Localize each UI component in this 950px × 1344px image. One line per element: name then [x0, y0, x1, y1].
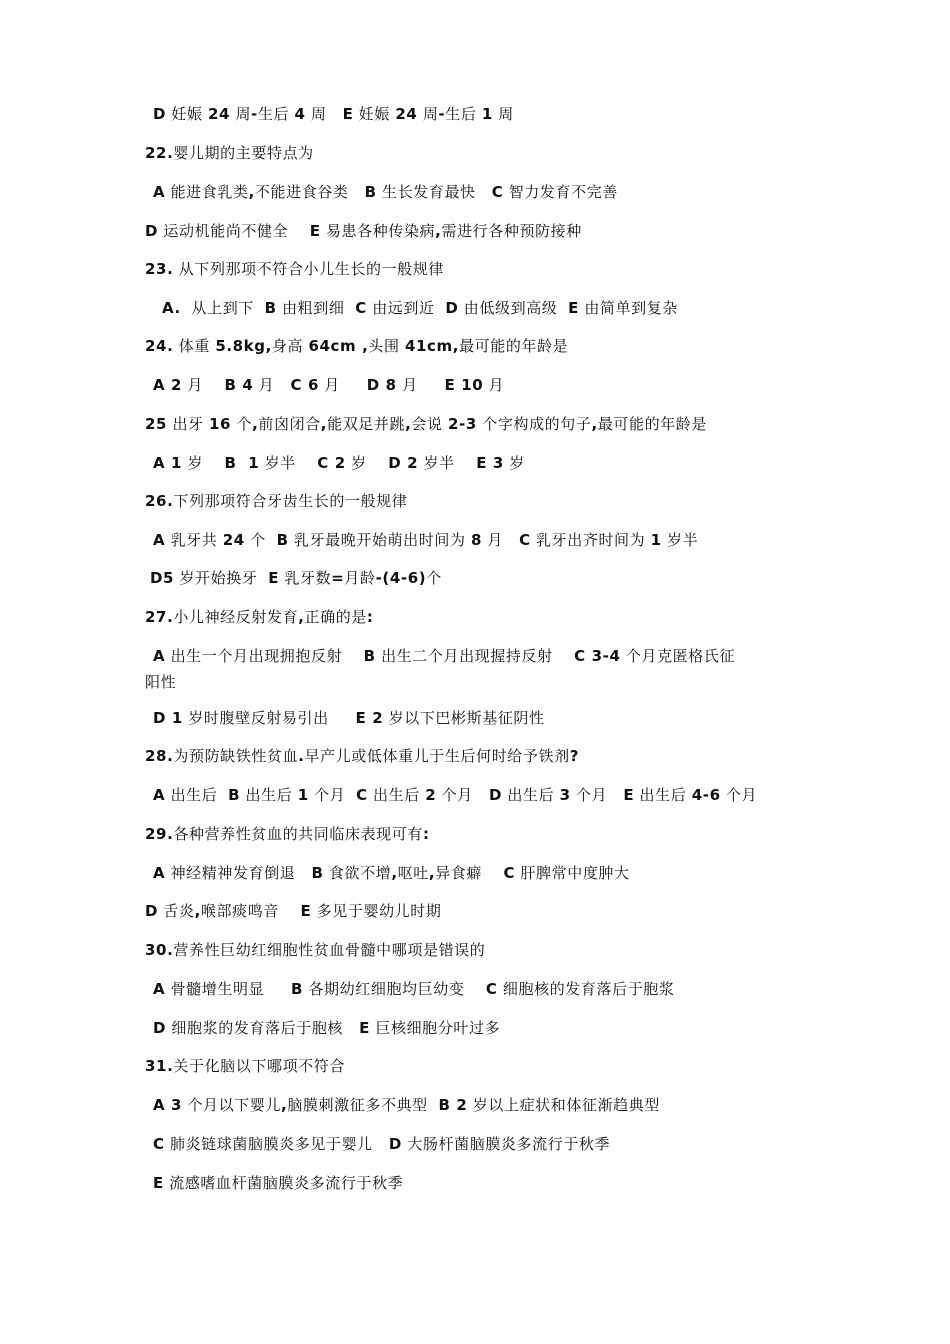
text-segment: 体重 — [173, 337, 216, 355]
text-line — [145, 672, 176, 692]
text-line — [145, 143, 314, 163]
text-segment: 妊娠 — [166, 105, 208, 123]
bold-segment: 1 — [481, 105, 493, 123]
text-segment: 岁 — [182, 454, 225, 472]
text-segment: 乳牙出齐时间为 — [530, 531, 651, 549]
bold-segment: 8 — [470, 531, 482, 549]
text-segment: 个月克匿格氏征 — [620, 647, 736, 665]
text-segment: 出生后 — [367, 786, 426, 804]
bold-segment: C — [355, 299, 367, 317]
text-segment: 骨髓增生明显 — [165, 980, 292, 998]
text-segment: 乳牙数 — [279, 569, 332, 587]
text-segment: 早产儿或低体重儿于生后何时给予铁剂 — [304, 747, 570, 765]
bold-segment: E — [359, 1019, 370, 1037]
text-segment: 巨核细胞分叶过多 — [370, 1019, 501, 1037]
bold-segment: C 6 — [290, 376, 319, 394]
text-segment: 喉部痰鸣音 — [200, 902, 301, 920]
text-line — [153, 1095, 660, 1115]
text-segment: 妊娠 — [353, 105, 396, 123]
text-line — [153, 979, 675, 999]
bold-segment: C — [153, 1135, 165, 1153]
bold-segment: , — [281, 1096, 288, 1114]
text-segment — [326, 105, 342, 123]
bold-segment: C — [519, 531, 531, 549]
text-segment: 月 — [482, 531, 520, 549]
bold-segment: A. — [162, 299, 181, 317]
text-segment: 能双足并跳 — [327, 415, 406, 433]
text-line — [145, 746, 579, 766]
text-line — [145, 414, 707, 434]
bold-segment: , — [298, 608, 305, 626]
text-segment: 为预防缺铁性贫血 — [173, 747, 299, 765]
bold-segment: C — [503, 864, 516, 882]
text-segment: 细胞浆的发育落后于胞核 — [166, 1019, 360, 1037]
bold-segment: E 10 — [444, 376, 484, 394]
bold-segment: E — [300, 902, 312, 920]
text-line — [145, 221, 582, 241]
text-segment: 营养性巨幼红细胞性贫血骨髓中哪项是错误的 — [173, 941, 486, 959]
bold-segment: - — [251, 105, 258, 123]
text-line — [153, 530, 698, 550]
bold-segment: , — [435, 222, 442, 240]
text-line — [162, 298, 678, 318]
bold-segment: D — [145, 222, 159, 240]
text-segment: 个 — [244, 531, 277, 549]
bold-segment: D 1 — [153, 709, 183, 727]
text-segment: 岁 — [503, 454, 525, 472]
text-segment: 生后 — [445, 105, 482, 123]
text-segment: 出生后 — [502, 786, 560, 804]
bold-segment: C 3-4 — [574, 647, 621, 665]
text-segment: 个月 — [570, 786, 624, 804]
bold-segment: : — [366, 608, 374, 626]
text-segment: 周 — [230, 105, 252, 123]
bold-segment: 31. — [145, 1057, 174, 1075]
text-segment: 由远到近 — [366, 299, 446, 317]
text-segment: 个 — [231, 415, 253, 433]
text-segment: 岁以下巴彬斯基征阴性 — [383, 709, 545, 727]
text-segment: 周 — [305, 105, 327, 123]
text-segment: 异食癖 — [435, 864, 504, 882]
text-line — [153, 104, 514, 124]
bold-segment: D — [153, 1019, 167, 1037]
bold-segment: 1 — [650, 531, 662, 549]
bold-segment: , — [320, 415, 328, 433]
text-segment: 需进行各种预防接种 — [441, 222, 582, 240]
bold-segment: 1 — [297, 786, 309, 804]
text-segment: 由粗到细 — [276, 299, 356, 317]
bold-segment: 25 — [145, 415, 168, 433]
bold-segment: A — [153, 531, 166, 549]
text-segment: 岁开始换牙 — [174, 569, 269, 587]
bold-segment: C — [491, 183, 504, 201]
text-segment: 头围 — [368, 337, 405, 355]
text-segment: 生后 — [257, 105, 295, 123]
text-segment: 月 — [396, 376, 445, 394]
bold-segment: 2-3 — [448, 415, 477, 433]
text-segment: 个月 — [436, 786, 489, 804]
bold-segment: 27. — [145, 608, 174, 626]
text-segment: 出生后 — [240, 786, 298, 804]
text-segment: 阳性 — [145, 673, 177, 691]
bold-segment: 29. — [145, 825, 174, 843]
text-segment: 最可能的年龄是 — [597, 415, 707, 433]
text-segment: 由简单到复杂 — [579, 299, 678, 317]
bold-segment: 24 — [208, 105, 231, 123]
bold-segment: E — [268, 569, 280, 587]
text-segment: 个月 — [720, 786, 758, 804]
bold-segment: 22. — [145, 144, 174, 162]
text-segment: 出生二个月出现握持反射 — [375, 647, 575, 665]
bold-segment: , — [428, 864, 436, 882]
bold-segment: - — [438, 105, 446, 123]
bold-segment: 24 — [395, 105, 418, 123]
bold-segment: = — [331, 569, 345, 587]
text-segment: 出牙 — [167, 415, 210, 433]
text-segment: 多见于婴幼儿时期 — [311, 902, 442, 920]
text-line — [145, 259, 444, 279]
text-segment: 舌炎 — [158, 902, 195, 920]
bold-segment: D — [388, 1135, 402, 1153]
text-line — [153, 863, 630, 883]
bold-segment: ? — [569, 747, 580, 765]
text-line — [145, 1056, 345, 1076]
text-segment: 出生一个月出现拥抱反射 — [165, 647, 364, 665]
text-segment: 婴儿期的主要特点为 — [173, 144, 314, 162]
bold-segment: 64cm , — [308, 337, 369, 355]
bold-segment: E 2 — [355, 709, 384, 727]
text-line — [153, 1134, 610, 1154]
bold-segment: A — [153, 786, 166, 804]
text-segment: 出生后 — [165, 786, 229, 804]
text-line — [153, 182, 618, 202]
text-segment: 从下列那项不符合小儿生长的一般规律 — [173, 260, 444, 278]
text-segment: 各种营养性贫血的共同临床表现可有 — [173, 825, 423, 843]
text-line — [145, 824, 430, 844]
text-segment: 个字构成的句子 — [476, 415, 592, 433]
text-segment: 下列那项符合牙齿生长的一般规律 — [173, 492, 408, 510]
bold-segment: : — [422, 825, 430, 843]
text-segment: 个月 — [308, 786, 357, 804]
bold-segment: E — [309, 222, 321, 240]
text-segment: 月 — [253, 376, 291, 394]
text-line — [153, 708, 545, 728]
text-segment: 会说 — [411, 415, 448, 433]
bold-segment: 41cm, — [404, 337, 460, 355]
bold-segment: D 2 — [388, 454, 419, 472]
text-segment: 正确的是 — [304, 608, 367, 626]
text-line — [145, 336, 568, 356]
bold-segment: , — [194, 902, 201, 920]
bold-segment: D — [145, 902, 159, 920]
text-segment: 岁半 — [418, 454, 477, 472]
bold-segment: E — [623, 786, 635, 804]
text-segment: 岁 — [345, 454, 389, 472]
text-segment: 岁半 — [661, 531, 699, 549]
text-segment: 月 — [483, 376, 505, 394]
bold-segment: B 4 — [224, 376, 254, 394]
bold-segment: B 2 — [438, 1096, 468, 1114]
text-segment: 最可能的年龄是 — [459, 337, 569, 355]
text-segment: 能进食乳类 — [165, 183, 249, 201]
text-segment: 乳牙最晚开始萌出时间为 — [288, 531, 471, 549]
bold-segment: , — [591, 415, 598, 433]
text-segment: 关于化脑以下哪项不符合 — [173, 1057, 345, 1075]
text-segment: 出生后 — [634, 786, 692, 804]
text-segment: 周 — [492, 105, 514, 123]
bold-segment: D 8 — [366, 376, 397, 394]
bold-segment: -(4-6) — [375, 569, 427, 587]
text-segment: 智力发育不完善 — [503, 183, 618, 201]
text-line — [153, 375, 504, 395]
text-line — [145, 940, 485, 960]
bold-segment: A 1 — [153, 454, 183, 472]
bold-segment: 28. — [145, 747, 174, 765]
text-segment: 岁半 — [259, 454, 318, 472]
bold-segment: B 1 — [224, 454, 260, 472]
text-segment: 岁时腹壁反射易引出 — [182, 709, 356, 727]
text-segment: 不能进食谷类 — [254, 183, 365, 201]
text-segment: 前囟闭合 — [258, 415, 321, 433]
bold-segment: E 3 — [476, 454, 504, 472]
bold-segment: B — [364, 183, 377, 201]
bold-segment: , — [248, 183, 255, 201]
bold-segment: 16 — [209, 415, 232, 433]
bold-segment: B — [264, 299, 277, 317]
text-segment: 各期幼红细胞均巨幼变 — [303, 980, 486, 998]
bold-segment: 30. — [145, 941, 174, 959]
text-line — [150, 568, 442, 588]
text-segment: 月 — [182, 376, 225, 394]
bold-segment: 24. — [145, 337, 174, 355]
text-segment: 呕吐 — [397, 864, 429, 882]
bold-segment: 2 — [425, 786, 437, 804]
text-segment: 个月以下婴儿 — [182, 1096, 282, 1114]
text-segment: 肝脾常中度肿大 — [515, 864, 630, 882]
bold-segment: A — [153, 864, 166, 882]
text-segment: 从上到下 — [180, 299, 265, 317]
text-line — [153, 646, 735, 666]
text-line — [153, 785, 757, 805]
text-segment: 个 — [426, 569, 442, 587]
text-segment: 月龄 — [344, 569, 376, 587]
bold-segment: A 3 — [153, 1096, 183, 1114]
bold-segment: 23. — [145, 260, 174, 278]
text-segment: 流感嗜血杆菌脑膜炎多流行于秋季 — [163, 1174, 404, 1192]
bold-segment: , — [252, 415, 259, 433]
text-line — [145, 607, 374, 627]
bold-segment: C 2 — [317, 454, 346, 472]
bold-segment: B — [276, 531, 289, 549]
bold-segment: 26. — [145, 492, 174, 510]
bold-segment: C — [356, 786, 368, 804]
text-segment: 乳牙共 — [165, 531, 223, 549]
bold-segment: A — [153, 647, 166, 665]
bold-segment: E — [568, 299, 579, 317]
text-line — [145, 491, 407, 511]
bold-segment: C — [485, 980, 498, 998]
bold-segment: D — [445, 299, 459, 317]
bold-segment: 24 — [222, 531, 245, 549]
bold-segment: B — [228, 786, 241, 804]
text-segment: 大肠杆菌脑膜炎多流行于秋季 — [401, 1135, 611, 1153]
bold-segment: 4 — [294, 105, 306, 123]
bold-segment: D — [488, 786, 503, 804]
text-segment: 运动机能尚不健全 — [158, 222, 310, 240]
text-line — [145, 901, 441, 921]
text-segment: 食欲不增 — [323, 864, 392, 882]
text-line — [153, 1018, 500, 1038]
text-segment: 神经精神发育倒退 — [165, 864, 312, 882]
bold-segment: E — [342, 105, 354, 123]
text-segment: 易患各种传染病 — [320, 222, 436, 240]
text-segment: 肺炎链球菌脑膜炎多见于婴儿 — [164, 1135, 389, 1153]
bold-segment: 3 — [559, 786, 571, 804]
text-segment: 细胞核的发育落后于胞浆 — [497, 980, 675, 998]
text-segment: 由低级到高级 — [458, 299, 569, 317]
bold-segment: , — [405, 415, 412, 433]
text-segment: 生长发育最快 — [376, 183, 492, 201]
bold-segment: A — [153, 980, 166, 998]
text-segment: 身高 — [271, 337, 309, 355]
bold-segment: D5 — [150, 569, 175, 587]
bold-segment: D — [153, 105, 167, 123]
text-segment: 月 — [318, 376, 367, 394]
bold-segment: A — [153, 183, 166, 201]
bold-segment: , — [391, 864, 398, 882]
bold-segment: B — [311, 864, 324, 882]
bold-segment: E — [153, 1174, 164, 1192]
text-line — [153, 453, 525, 473]
text-segment: 小儿神经反射发育 — [173, 608, 299, 626]
bold-segment: 5.8kg, — [215, 337, 272, 355]
text-line — [153, 1173, 403, 1193]
bold-segment: B — [291, 980, 304, 998]
bold-segment: A 2 — [153, 376, 183, 394]
text-segment: 周 — [417, 105, 439, 123]
bold-segment: . — [298, 747, 305, 765]
text-segment: 脑膜刺激征多不典型 — [287, 1096, 439, 1114]
bold-segment: B — [363, 647, 376, 665]
bold-segment: 4-6 — [691, 786, 721, 804]
text-segment: 岁以上症状和体征渐趋典型 — [467, 1096, 660, 1114]
